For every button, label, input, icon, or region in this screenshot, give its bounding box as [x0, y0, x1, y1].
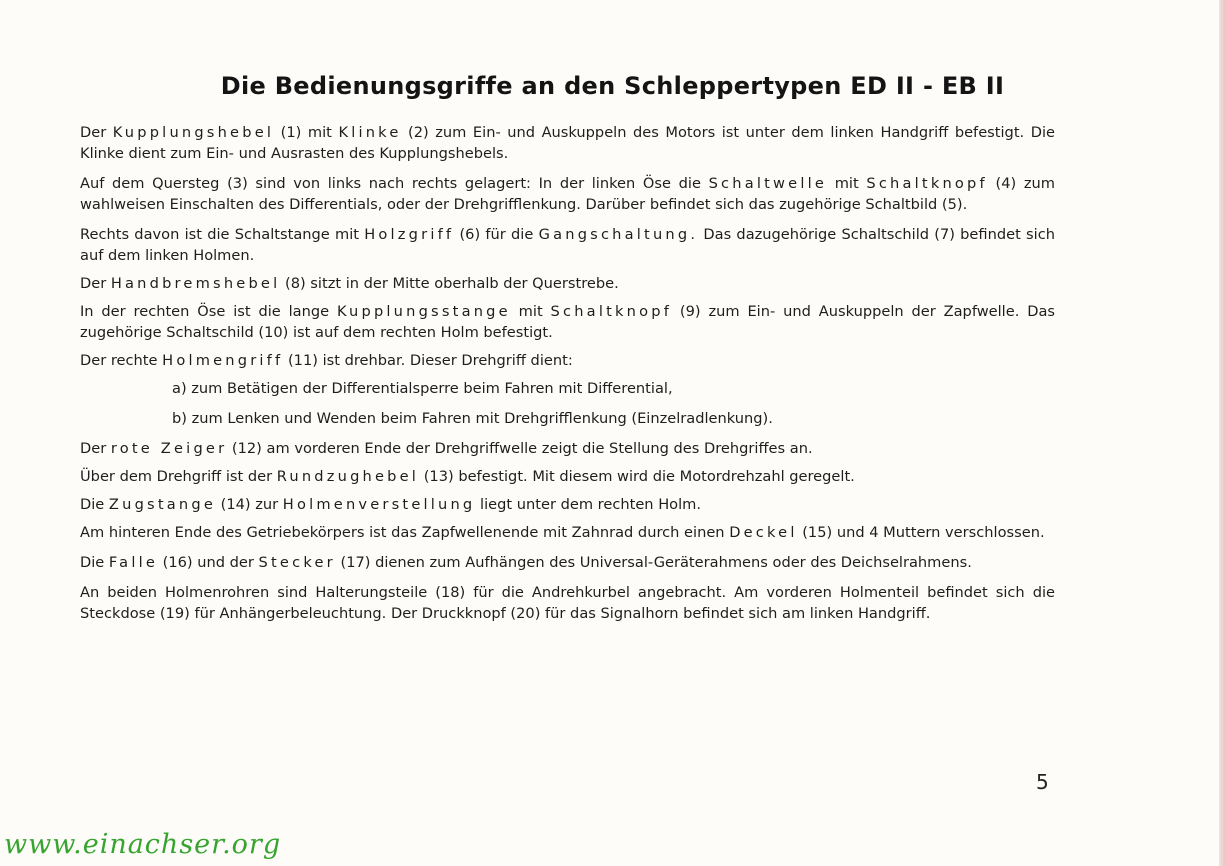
paragraph-pto-rod: [80, 301, 1055, 343]
term-kupplungsstange: Kupplungsstange: [337, 303, 511, 320]
text: Über dem Drehgriff ist der: [80, 468, 277, 485]
term-schaltknopf: Schaltknopf: [550, 303, 673, 320]
paragraph-gear-shift: [80, 224, 1055, 266]
paragraph-mountings: An beiden Holmenrohren sind Halterungsteile (18) für die Andrehkurbel angebracht. Am vorderen Holmenteil befindet sich die Steckdose (19) für Anhängerbeleuchtung. Der Druckknopf (20) für das Signalhorn befindet sich am linken Handgriff.: [80, 584, 1055, 622]
term-deckel: Deckel: [729, 524, 798, 541]
text: Der: [80, 440, 111, 457]
text: (4) zum wahlweisen Einschalten des Differentials, oder der Drehgrifflenkung. Darüber befindet sich das zugehörige Schaltbild (5).: [80, 175, 1055, 213]
term-handbremshebel: Handbremshebel: [110, 275, 281, 292]
paragraph-handle-grip: [80, 350, 1055, 371]
page-number: 5: [1036, 770, 1049, 794]
page-body: [80, 122, 1055, 633]
text: (1) mit: [274, 124, 339, 141]
watermark: www.einachser.org: [4, 829, 282, 860]
term-kupplungshebel: Kupplungshebel: [112, 124, 275, 141]
term-gangschaltung: Gangschaltung.: [538, 226, 699, 243]
text: (17) dienen zum Aufhängen des Universal-Geräterahmens oder des Deichselrahmens.: [335, 554, 972, 571]
list-item-a: a) zum Betätigen der Differentialsperre beim Fahren mit Differential,: [172, 380, 673, 397]
term-holmenverstellung: Holmenverstellung: [282, 496, 476, 513]
term-holzgriff: Holzgriff: [364, 226, 455, 243]
page-edge: [1219, 0, 1225, 866]
term-rundzughebel: Rundzughebel: [276, 468, 420, 485]
term-schaltknopf: Schaltknopf: [866, 175, 988, 192]
list-item-b: b) zum Lenken und Wenden beim Fahren mit Drehgrifflenkung (Einzelradlenkung).: [172, 410, 773, 427]
text: Das dazugehörige Schaltschild (7) befindet sich auf dem linken Holmen.: [80, 226, 1055, 264]
text: (15) und 4 Muttern verschlossen.: [797, 524, 1045, 541]
text: (9) zum Ein- und Auskuppeln der Zapfwelle. Das zugehörige Schaltschild (10) ist auf dem rechten Holm befestigt.: [80, 303, 1055, 341]
term-schaltwelle: Schaltwelle: [708, 175, 828, 192]
text: Auf dem Quersteg (3) sind von links nach rechts gelagert: In der linken Öse die: [80, 175, 709, 192]
text: mit: [827, 175, 867, 192]
text: (14) zur: [216, 496, 283, 513]
term-stecker: Stecker: [258, 554, 336, 571]
term-rote-zeiger: rote Zeiger: [110, 440, 228, 457]
paragraph-clutch-lever: [80, 122, 1055, 164]
text: (6) für die: [454, 226, 539, 243]
text: Der: [80, 275, 111, 292]
paragraph-hitch: [80, 552, 1055, 573]
text: (13) befestigt. Mit diesem wird die Motordrehzahl geregelt.: [419, 468, 855, 485]
text: (11) ist drehbar. Dieser Drehgriff dient:: [283, 352, 573, 369]
term-zugstange: Zugstange: [108, 496, 216, 513]
paragraph-throttle-lever: [80, 466, 1055, 487]
paragraph-pull-rod: [80, 494, 1055, 515]
paragraph-pto-cover: [80, 522, 1055, 543]
text: Die: [80, 496, 109, 513]
text: Am hinteren Ende des Getriebekörpers ist das Zapfwellenende mit Zahnrad durch einen: [80, 524, 730, 541]
text: Die: [80, 554, 109, 571]
term-falle: Falle: [108, 554, 159, 571]
paragraph-hand-brake: [80, 273, 1055, 294]
text: (8) sitzt in der Mitte oberhalb der Querstrebe.: [280, 275, 619, 292]
paragraph-crossbar: [80, 173, 1055, 215]
text: liegt unter dem rechten Holm.: [475, 496, 702, 513]
text: (12) am vorderen Ende der Drehgriffwelle zeigt die Stellung des Drehgriffes an.: [227, 440, 813, 457]
text: Der rechte: [80, 352, 163, 369]
text: Rechts davon ist die Schaltstange mit: [80, 226, 365, 243]
paragraph-red-pointer: [80, 438, 1055, 459]
text: (16) und der: [158, 554, 259, 571]
text: Der: [80, 124, 113, 141]
term-holmengriff: Holmengriff: [162, 352, 284, 369]
page-title: Die Bedienungsgriffe an den Schleppertypen ED II - EB II: [220, 72, 1005, 100]
text: In der rechten Öse ist die lange: [80, 303, 337, 320]
term-klinke: Klinke: [338, 124, 402, 141]
text: mit: [510, 303, 551, 320]
text: (2) zum Ein- und Auskuppeln des Motors ist unter dem linken Handgriff befestigt. Die Klinke dient zum Ein- und Ausrasten des Kupplungshebels.: [80, 124, 1055, 162]
